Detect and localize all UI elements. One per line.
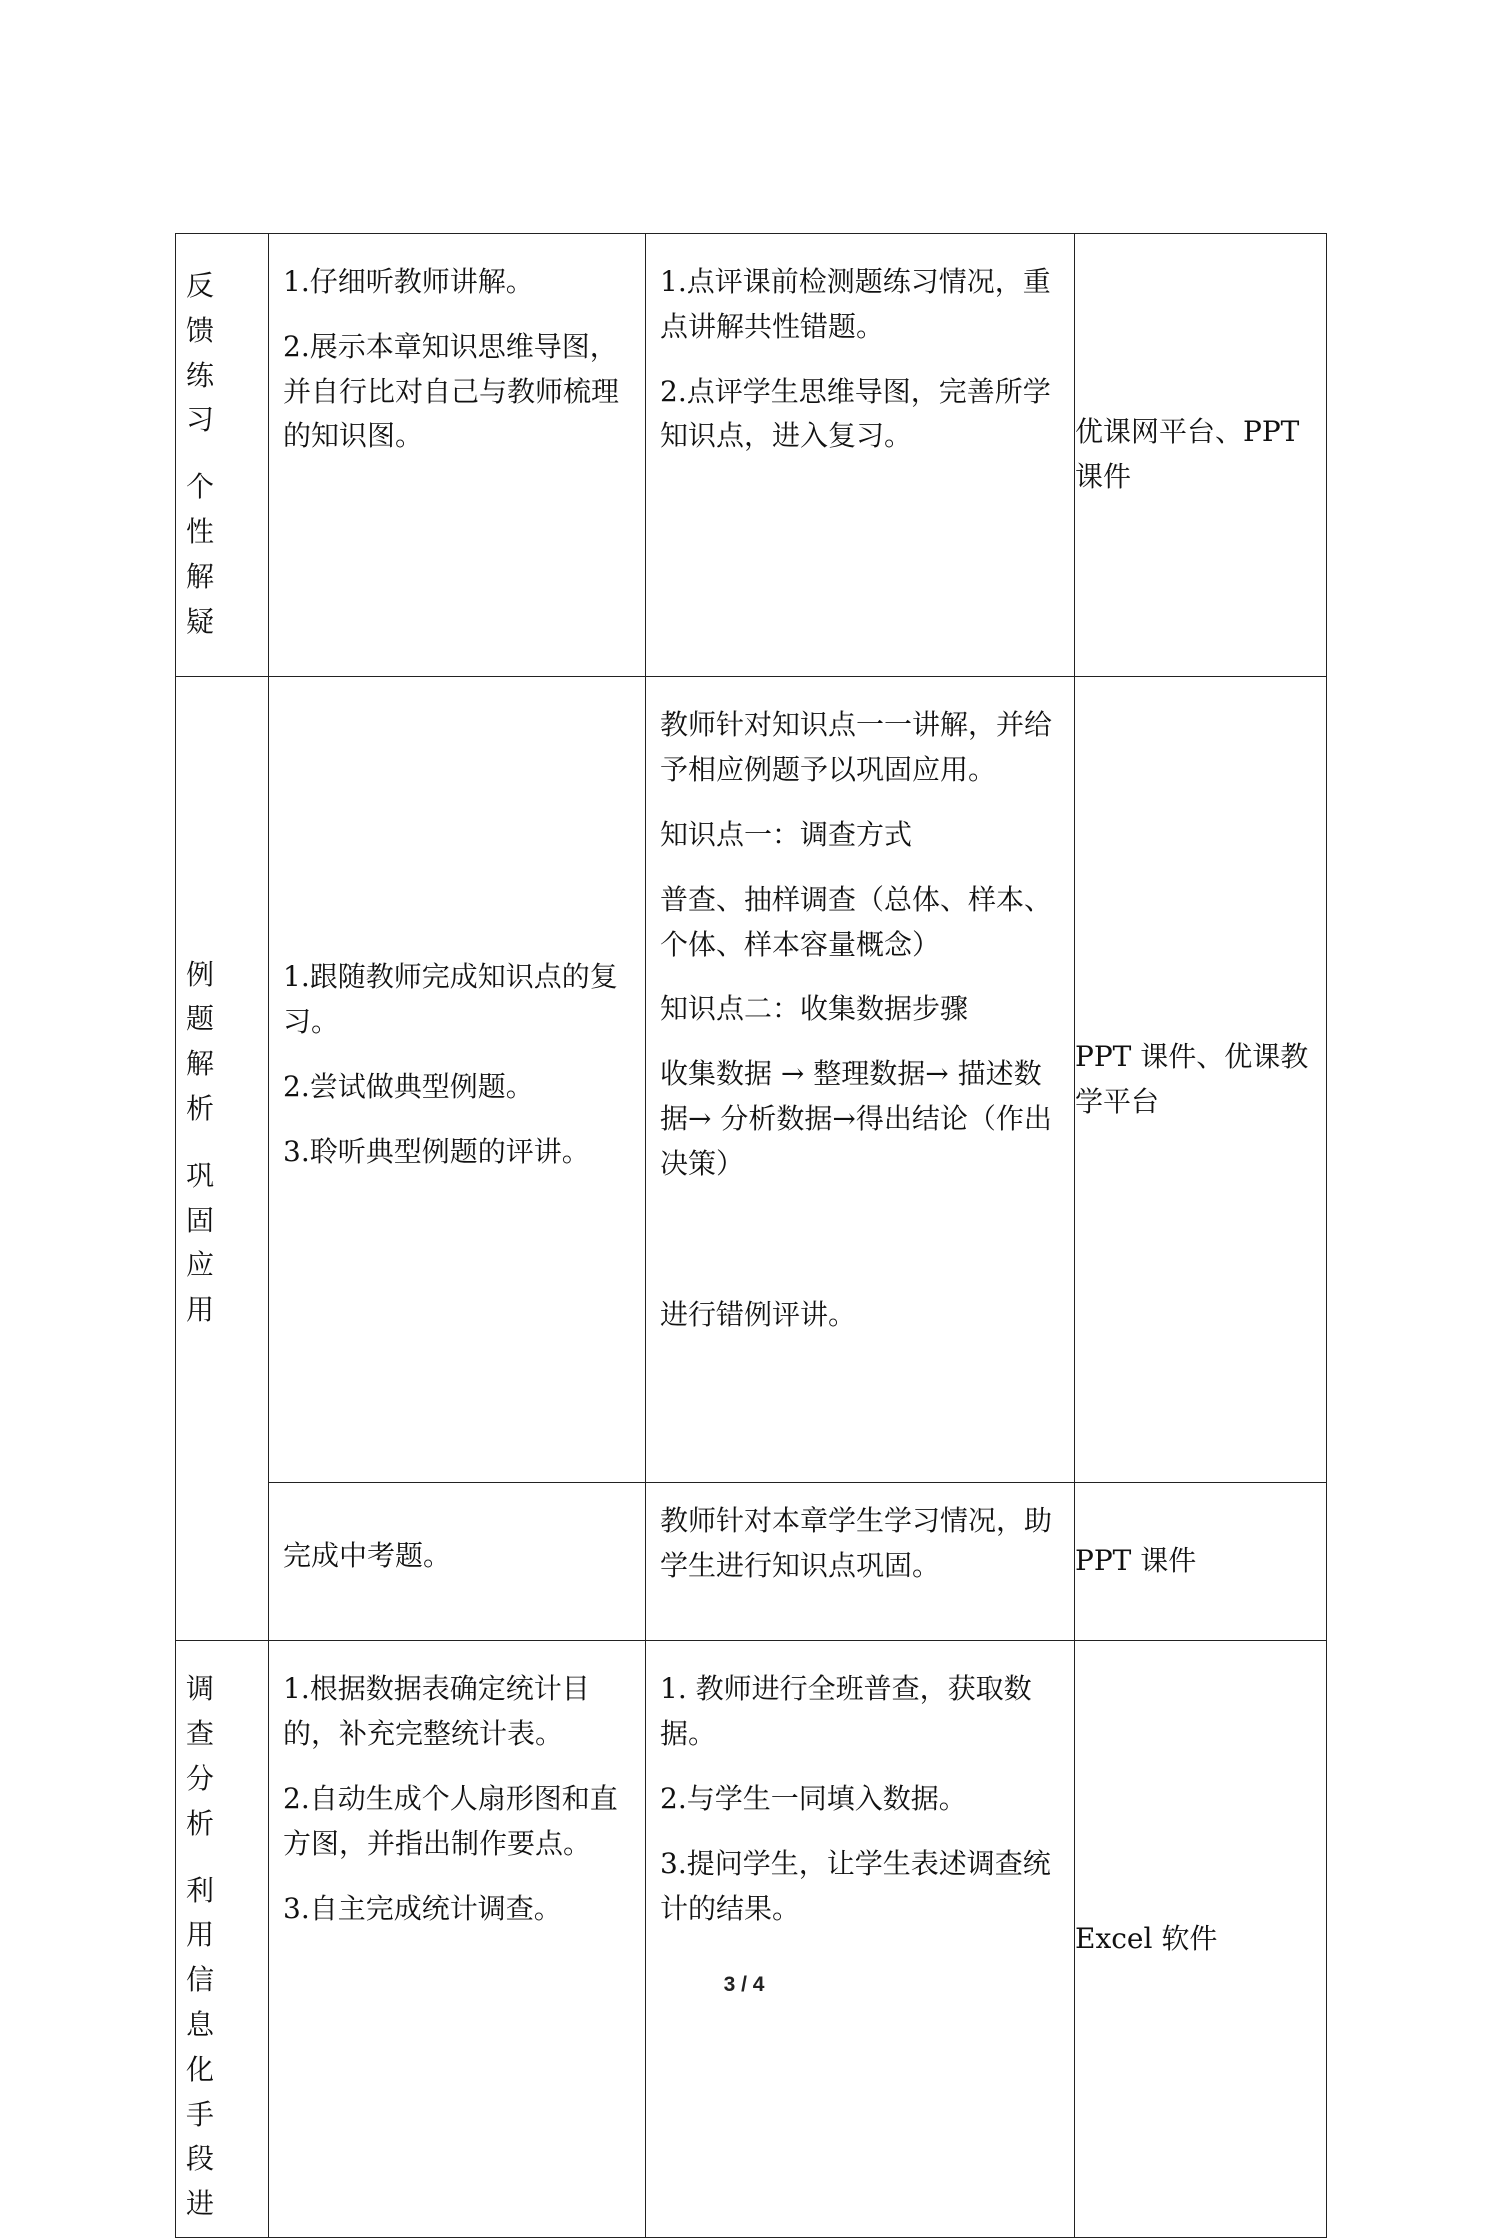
table-row [176, 677, 1327, 1483]
student-activity-cell [269, 1641, 646, 2238]
student-activity-text: 2.自动生成个人扇形图和直方图，并指出制作要点。 [283, 1781, 618, 1860]
stage-cell [176, 1641, 269, 2238]
teacher-activity-cell [646, 1483, 1075, 1641]
teacher-activity-cell [646, 1641, 1075, 2238]
stage-cell [176, 677, 269, 1641]
teacher-activity-text: 3.提问学生，让学生表述调查统计的结果。 [660, 1846, 1051, 1925]
stage-text: 分析 [186, 1761, 229, 1840]
stage-text: 例题 [186, 957, 229, 1036]
stage-text: 信息 [186, 1963, 229, 2041]
stage-text: 解析 [186, 1047, 229, 1126]
teacher-activity-text: 1. 教师进行全班普查，获取数据。 [660, 1672, 1032, 1751]
student-activity-cell [269, 234, 646, 677]
teacher-activity-cell [646, 234, 1075, 677]
stage-text: 反馈 [186, 269, 229, 347]
teacher-activity-text: 2.点评学生思维导图，完善所学知识点，进入复习。 [660, 374, 1051, 453]
teacher-activity-text: 普查、抽样调查（总体、样本、个体、样本容量概念） [660, 882, 1053, 961]
stage-text: 段进 [186, 2142, 229, 2221]
student-activity-cell [269, 677, 646, 1483]
table-row [176, 234, 1327, 677]
stage-text: 应用 [186, 1248, 229, 1327]
student-activity-text: 2.展示本章知识思维导图，并自行比对自己与教师梳理的知识图。 [283, 329, 620, 453]
resource-cell [1075, 677, 1327, 1483]
resource-cell [1075, 1641, 1327, 2238]
resource-text: PPT 课件 [1075, 1544, 1197, 1578]
resource-text: 优课网平台、PPT 课件 [1075, 415, 1300, 494]
stage-text: 解疑 [186, 559, 229, 638]
student-activity-cell [269, 1483, 646, 1641]
teacher-activity-text: 教师针对知识点一一讲解，并给予相应例题予以巩固应用。 [660, 708, 1053, 787]
page-number: 3 / 4 [723, 1973, 765, 1996]
table-row [176, 1483, 1327, 1641]
student-activity-text: 3.聆听典型例题的评讲。 [283, 1134, 590, 1168]
student-activity-text: 1.根据数据表确定统计目的，补充完整统计表。 [283, 1672, 590, 1751]
teacher-activity-text: 教师针对本章学生学习情况，助学生进行知识点巩固。 [660, 1504, 1053, 1583]
teacher-activity-text: 2.与学生一同填入数据。 [660, 1781, 967, 1815]
student-activity-text: 1.仔细听教师讲解。 [283, 265, 534, 298]
resource-cell [1075, 1483, 1327, 1641]
stage-text: 练习 [186, 358, 229, 437]
student-activity-text: 3.自主完成统计调查。 [283, 1891, 562, 1925]
teacher-activity-text: 知识点一：调查方式 [660, 817, 913, 851]
stage-text: 化手 [186, 2052, 229, 2131]
table-row [176, 1641, 1327, 2238]
stage-text: 利用 [186, 1873, 229, 1952]
stage-text: 个性 [186, 470, 229, 548]
teacher-activity-text: 知识点二：收集数据步骤 [660, 992, 969, 1026]
lesson-plan-table [175, 233, 1327, 2238]
stage-text: 调查 [186, 1672, 229, 1751]
stage-text: 巩固 [186, 1158, 229, 1237]
resource-text: PPT 课件、优课教学平台 [1075, 1040, 1309, 1118]
stage-cell [176, 234, 269, 677]
resource-cell [1075, 234, 1327, 677]
teacher-activity-text: 1.点评课前检测题练习情况，重点讲解共性错题。 [660, 265, 1051, 343]
resource-text: Excel 软件 [1075, 1921, 1218, 1955]
teacher-activity-cell [646, 677, 1075, 1483]
student-activity-text: 2.尝试做典型例题。 [283, 1069, 534, 1103]
student-activity-text: 1.跟随教师完成知识点的复习。 [283, 960, 618, 1039]
teacher-activity-text: 进行错例评讲。 [660, 1297, 857, 1331]
teacher-activity-text: 收集数据 → 整理数据→ 描述数据→ 分析数据→得出结论（作出决策） [660, 1057, 1052, 1180]
student-activity-text: 完成中考题。 [283, 1539, 452, 1573]
